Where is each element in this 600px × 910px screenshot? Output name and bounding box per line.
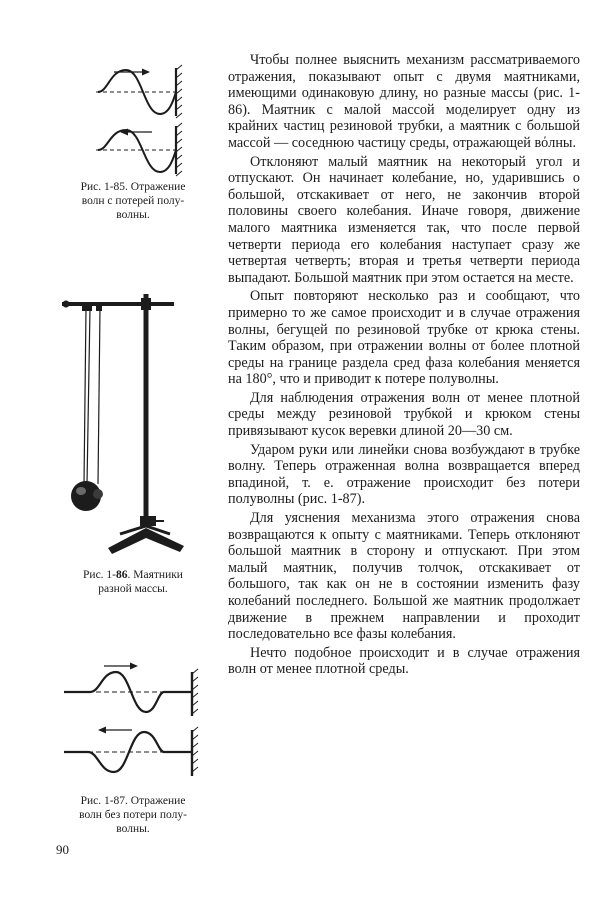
paragraph: Нечто подобное происходит и в случае отражения волн от менее плотной среды. — [228, 644, 580, 678]
caption-label: Рис. 1-87. — [80, 795, 128, 807]
paragraph: Опыт повторяют несколько раз и сообщают, что примерно то же самое происходит и в случае отражения волны, бегущей по резиновой трубке от крюка стены. Таким образом, при отражении волны от более плотной среды на границе раздела сред фаза колебания меняется на 180°, что и приводит к потере полуволны. — [228, 288, 580, 388]
caption-text: . Маятники — [127, 569, 183, 581]
caption-text: Отражение — [130, 795, 186, 807]
paragraph: Отклоняют малый маятник на некоторый угол и отпускают. Он начинает колебание, но, ударившись о большой, отскакивает от него, не закончив второй половины своего колебания. Иначе говоря, движение малого маятника изменяется так, что после первой четверти периода его колебания наступает сразу же четвертая четверть; вторая и третья четверти периода выпадают. Большой маятник при этом остается на месте. — [228, 153, 580, 286]
paragraph: Чтобы полнее выяснить механизм рассматриваемого отражения, показывают опыт с двумя маятниками, имеющими одинаковую длину, но разные массы (рис. 1-86). Маятник с малой массой моделирует одну из крайних частиц резиновой трубки, а маятник с большой массой — соседнюю частицу среды, отражающей вόлны. — [228, 52, 580, 151]
figure-1-86-caption — [48, 568, 218, 596]
page-number: 90 — [56, 842, 69, 857]
figure-1-87-caption — [48, 794, 218, 836]
caption-text: Отражение — [130, 181, 186, 193]
caption-text: разной массы. — [98, 583, 168, 595]
paragraph: Для наблюдения отражения волн от менее плотной среды между резиновой трубкой и крюком стены привязывают кусок веревки длиной 20—30 см. — [228, 389, 580, 440]
caption-label: Рис. 1- — [83, 569, 117, 581]
figure-1-85-caption — [48, 180, 218, 222]
figure-1-86 — [58, 288, 198, 563]
caption-text: волн с потерей полу- — [81, 195, 185, 207]
caption-text: волн без потери полу- — [79, 809, 187, 821]
caption-number: 86 — [116, 569, 128, 581]
paragraph: Для уяснения механизма этого отражения снова возвращаются к опыту с маятниками. Теперь отклоняют большой маятник в сторону и отпускают. При этом малый маятник, получив толчок, отскакивает от большого, так как он не в состоянии изменить фазу колебаний последнего. Большой же маятник продолжает движение в прежнем направлении и проходит последовательно все фазы колебания. — [228, 510, 580, 643]
body-text — [228, 52, 580, 680]
caption-text: волны. — [116, 209, 150, 221]
figure-1-87 — [60, 658, 200, 788]
caption-label: Рис. 1-85. — [80, 181, 128, 193]
caption-text: волны. — [116, 823, 150, 835]
figure-1-85 — [88, 58, 188, 178]
paragraph: Ударом руки или линейки снова возбуждают в трубке волну. Теперь отраженная волна возвращается вперед впадиной, т. е. отражение происходит без потери полуволны (рис. 1-87). — [228, 441, 580, 508]
